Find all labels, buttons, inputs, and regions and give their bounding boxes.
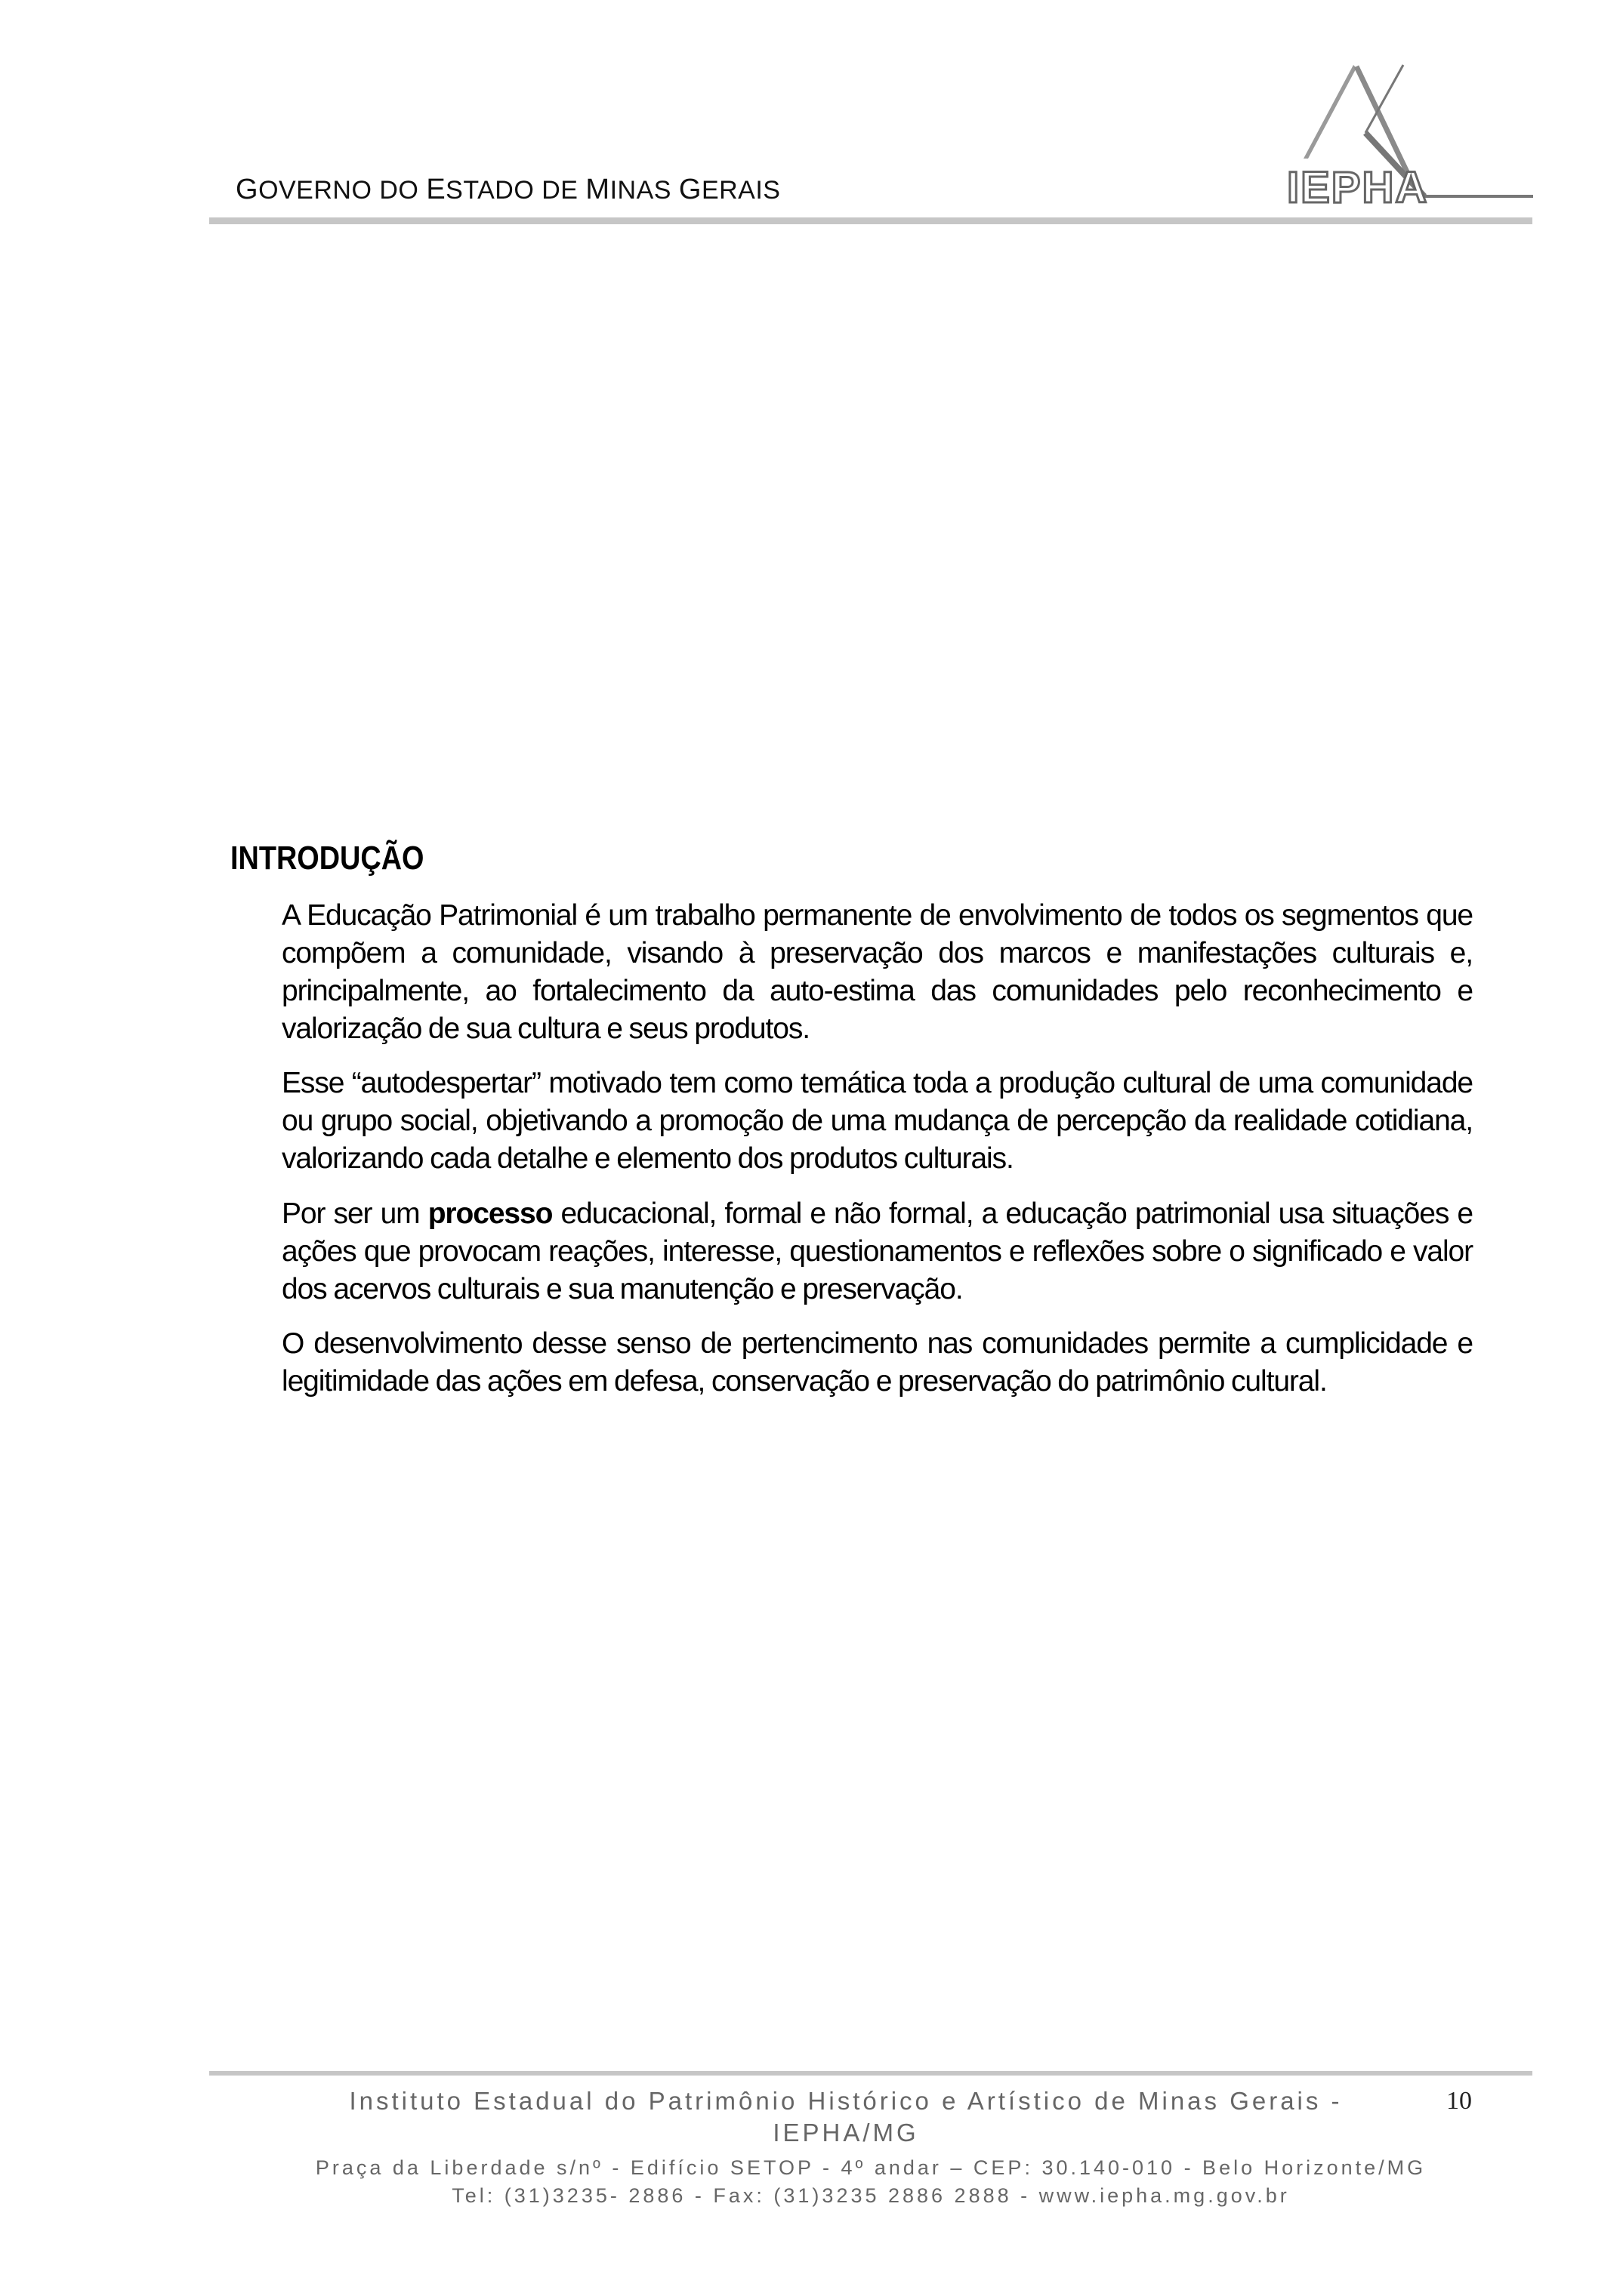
footer-institute-line: IEPHA/MG [773,2119,919,2147]
header-title [236,174,780,206]
paragraph [282,1195,1473,1308]
header-divider [209,217,1532,224]
footer-contact: Tel: (31)3235- 2886 - Fax: (31)3235 2886 2888 - www.iepha.mg.gov.br [452,2184,1290,2207]
header-title-rest: INAS [609,176,679,205]
footer-divider [209,2071,1532,2076]
paragraph-emphasis: processo [427,1197,553,1230]
header-title-rest: OVERNO DO [258,176,427,205]
paragraph: A Educação Patrimonial é um trabalho permanente de envolvimento de todos os segmentos que compõem a comunidade, visando à preservação dos marcos e manifestações culturais e, principalmente, ao fortalecimento da auto-estima das comunidades pelo reconhecimento e valorização de sua cultura e seus produtos. [282,899,1473,1045]
paragraph: O desenvolvimento desse senso de pertencimento nas comunidades permite a cumplicidade e legitimidade das ações em defesa, conservação e preservação do patrimônio cultural. [282,1327,1473,1398]
section-heading: INTRODUÇÃO [230,840,424,877]
footer-institute-line: Instituto Estadual do Patrimônio Histórico e Artístico de Minas Gerais - [349,2087,1343,2115]
logo-text: IEPHA [1287,163,1429,211]
paragraph-text: educacional, formal e não formal, a educação patrimonial usa situações e ações que provocam reações, interesse, questionamentos e reflexões sobre o significado e valor dos acervos culturais e sua manutenção e preservação. [282,1197,1473,1305]
header-title-cap: E [426,174,446,205]
header-title-cap: G [236,174,259,205]
iepha-logo [1284,60,1533,211]
header-title-rest: STADO DE [446,176,586,205]
paragraph-text: Por ser um [282,1197,428,1230]
paragraph: Esse “autodespertar” motivado tem como temática toda a produção cultural de uma comunidade ou grupo social, objetivando a promoção de uma mudança de percepção da realidade cotidiana, valorizando cada detalhe e elemento dos produtos culturais. [282,1067,1473,1175]
page-number: 10 [1446,2087,1472,2115]
header-title-rest: ERAIS [701,176,781,205]
header-title-cap: M [585,174,610,205]
header-title-cap: G [678,174,702,205]
footer-address: Praça da Liberdade s/nº - Edifício SETOP - 4º andar – CEP: 30.140-010 - Belo Horizonte/MG [315,2156,1427,2179]
footer-institute [272,2085,1420,2149]
